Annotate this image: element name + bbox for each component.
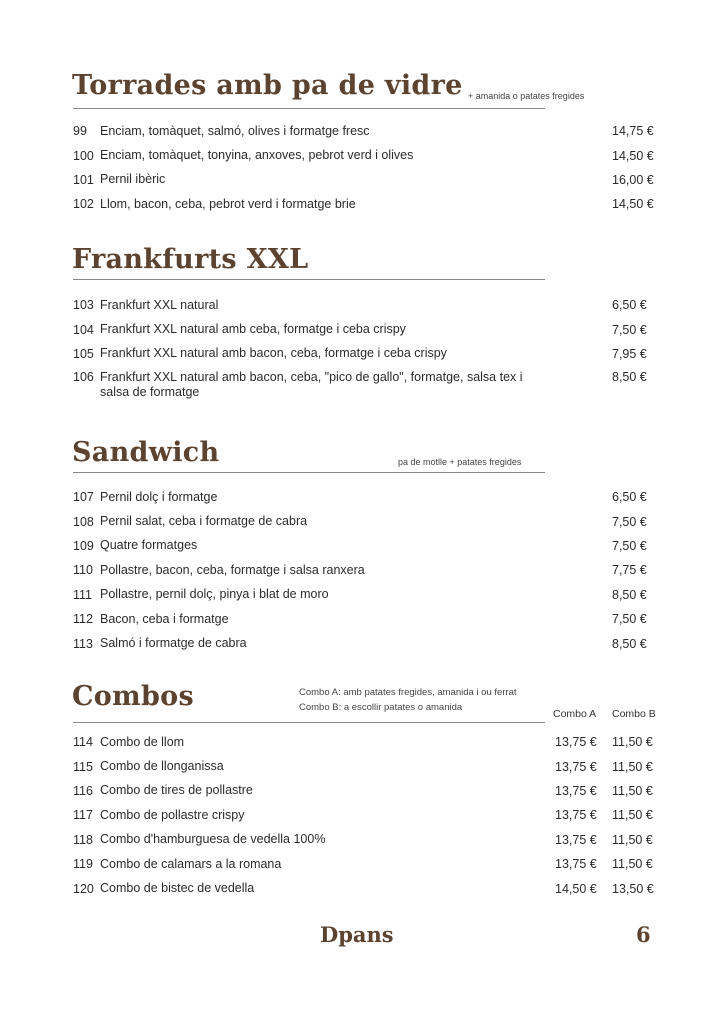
item-name: Frankfurt XXL natural amb bacon, ceba, "pico de gallo", formatge, salsa tex i salsa de formatge bbox=[100, 370, 523, 400]
item-price: 7,50 € bbox=[612, 322, 647, 337]
item-price: 7,50 € bbox=[612, 514, 647, 529]
menu-item bbox=[73, 534, 663, 558]
menu-item bbox=[73, 317, 663, 341]
item-price: 14,75 € bbox=[612, 124, 654, 139]
item-price-combo-b: 11,50 € bbox=[612, 759, 653, 774]
menu-item bbox=[73, 558, 663, 582]
item-name: Combo de tires de pollastre bbox=[100, 783, 253, 798]
item-price: 6,50 € bbox=[612, 490, 647, 505]
item-price: 14,50 € bbox=[612, 197, 654, 212]
section-title-frankfurts: Frankfurts XXL bbox=[72, 244, 309, 275]
item-price-combo-b: 11,50 € bbox=[612, 808, 653, 823]
menu-item bbox=[73, 293, 663, 317]
item-price-combo-a: 13,75 € bbox=[555, 832, 597, 847]
item-number: 116 bbox=[73, 783, 93, 798]
item-number: 99 bbox=[73, 124, 87, 139]
item-number: 110 bbox=[73, 563, 93, 578]
menu-item bbox=[73, 730, 663, 754]
footer-brand: Dpans bbox=[320, 922, 394, 947]
item-name: Pernil salat, ceba i formatge de cabra bbox=[100, 514, 308, 529]
item-name: Combo de llonganissa bbox=[100, 759, 224, 774]
item-name: Combo d'hamburguesa de vedella 100% bbox=[100, 832, 326, 847]
menu-item bbox=[73, 631, 663, 655]
combo-note-a: Combo A: amb patates fregides, amanida i ou ferrat bbox=[299, 687, 517, 698]
item-price-combo-a: 13,75 € bbox=[555, 857, 597, 872]
item-name: Frankfurt XXL natural amb bacon, ceba, formatge i ceba crispy bbox=[100, 346, 447, 361]
menu-item bbox=[73, 876, 663, 900]
item-list-frankfurts bbox=[73, 293, 663, 402]
item-number: 102 bbox=[73, 197, 94, 212]
column-header-combo-b: Combo B bbox=[612, 708, 656, 720]
item-price-combo-a: 14,50 € bbox=[555, 881, 597, 896]
item-price: 7,50 € bbox=[612, 612, 647, 627]
divider bbox=[73, 472, 545, 473]
item-price: 8,50 € bbox=[612, 587, 647, 602]
item-number: 120 bbox=[73, 881, 94, 896]
item-number: 106 bbox=[73, 370, 94, 385]
divider bbox=[73, 279, 545, 280]
item-name: Combo de pollastre crispy bbox=[100, 807, 245, 822]
item-price-combo-b: 11,50 € bbox=[612, 783, 653, 798]
item-list-torrades bbox=[73, 119, 663, 217]
section-title-combos: Combos bbox=[72, 681, 194, 712]
section-title-sandwich: Sandwich bbox=[72, 437, 220, 468]
item-price-combo-b: 13,50 € bbox=[612, 881, 654, 896]
item-price-combo-a: 13,75 € bbox=[555, 759, 597, 774]
item-number: 104 bbox=[73, 322, 94, 337]
item-number: 105 bbox=[73, 346, 94, 361]
menu-item bbox=[73, 168, 663, 192]
combo-note-b: Combo B: a escollir patates o amanida bbox=[299, 702, 463, 713]
menu-item bbox=[73, 366, 663, 402]
item-price-combo-a: 13,75 € bbox=[555, 808, 597, 823]
divider bbox=[73, 108, 545, 109]
menu-item bbox=[73, 119, 663, 143]
menu-item bbox=[73, 192, 663, 216]
item-price-combo-b: 11,50 € bbox=[612, 735, 653, 750]
item-name: Pernil ibèric bbox=[100, 172, 166, 187]
divider bbox=[73, 722, 545, 723]
item-price: 7,75 € bbox=[612, 563, 647, 578]
item-price: 7,50 € bbox=[612, 538, 647, 553]
item-number: 113 bbox=[73, 636, 93, 651]
item-list-sandwich bbox=[73, 485, 663, 656]
item-number: 108 bbox=[73, 514, 94, 529]
menu-item bbox=[73, 583, 663, 607]
menu-item bbox=[73, 607, 663, 631]
item-name: Pernil dolç i formatge bbox=[100, 489, 218, 504]
item-list-combos bbox=[73, 730, 663, 901]
item-number: 112 bbox=[73, 612, 93, 627]
item-price: 16,00 € bbox=[612, 172, 654, 187]
item-name: Combo de llom bbox=[100, 734, 185, 749]
item-number: 117 bbox=[73, 808, 93, 823]
item-name: Quatre formatges bbox=[100, 538, 198, 553]
page-number: 6 bbox=[636, 922, 651, 947]
item-price-combo-a: 13,75 € bbox=[555, 783, 597, 798]
item-number: 111 bbox=[73, 587, 93, 602]
item-price: 8,50 € bbox=[612, 636, 647, 651]
item-number: 118 bbox=[73, 832, 93, 847]
item-price-combo-b: 11,50 € bbox=[612, 832, 653, 847]
item-price-combo-a: 13,75 € bbox=[555, 735, 597, 750]
item-price: 6,50 € bbox=[612, 298, 647, 313]
item-number: 114 bbox=[73, 735, 93, 750]
menu-item bbox=[73, 485, 663, 509]
menu-item bbox=[73, 779, 663, 803]
item-price: 14,50 € bbox=[612, 148, 654, 163]
item-name: Bacon, ceba i formatge bbox=[100, 611, 229, 626]
item-number: 103 bbox=[73, 298, 94, 313]
menu-item bbox=[73, 852, 663, 876]
item-price: 7,95 € bbox=[612, 346, 647, 361]
item-name: Enciam, tomàquet, salmó, olives i formatge fresc bbox=[100, 123, 370, 138]
item-name: Combo de calamars a la romana bbox=[100, 856, 282, 871]
section-subtitle-sandwich: pa de motlle + patates fregides bbox=[398, 457, 522, 467]
item-price-combo-b: 11,50 € bbox=[612, 857, 653, 872]
menu-item bbox=[73, 509, 663, 533]
item-name: Combo de bistec de vedella bbox=[100, 881, 255, 896]
item-name: Frankfurt XXL natural bbox=[100, 297, 219, 312]
section-title-torrades: Torrades amb pa de vidre bbox=[72, 70, 463, 101]
item-number: 107 bbox=[73, 490, 94, 505]
item-name: Llom, bacon, ceba, pebrot verd i formatge brie bbox=[100, 196, 356, 211]
column-header-combo-a: Combo A bbox=[553, 708, 597, 720]
item-number: 109 bbox=[73, 538, 94, 553]
item-price: 8,50 € bbox=[612, 370, 647, 385]
menu-item bbox=[73, 828, 663, 852]
item-name: Frankfurt XXL natural amb ceba, formatge i ceba crispy bbox=[100, 322, 406, 337]
menu-item bbox=[73, 803, 663, 827]
item-number: 100 bbox=[73, 148, 94, 163]
menu-item bbox=[73, 342, 663, 366]
item-number: 119 bbox=[73, 857, 93, 872]
section-subtitle-torrades: + amanida o patates fregides bbox=[468, 91, 585, 101]
item-number: 101 bbox=[73, 172, 94, 187]
item-name: Enciam, tomàquet, tonyina, anxoves, pebrot verd i olives bbox=[100, 148, 414, 163]
item-name: Pollastre, bacon, ceba, formatge i salsa ranxera bbox=[100, 562, 365, 577]
item-number: 115 bbox=[73, 759, 93, 774]
item-name: Pollastre, pernil dolç, pinya i blat de moro bbox=[100, 587, 329, 602]
item-name: Salmó i formatge de cabra bbox=[100, 636, 247, 651]
menu-item bbox=[73, 143, 663, 167]
menu-item bbox=[73, 754, 663, 778]
